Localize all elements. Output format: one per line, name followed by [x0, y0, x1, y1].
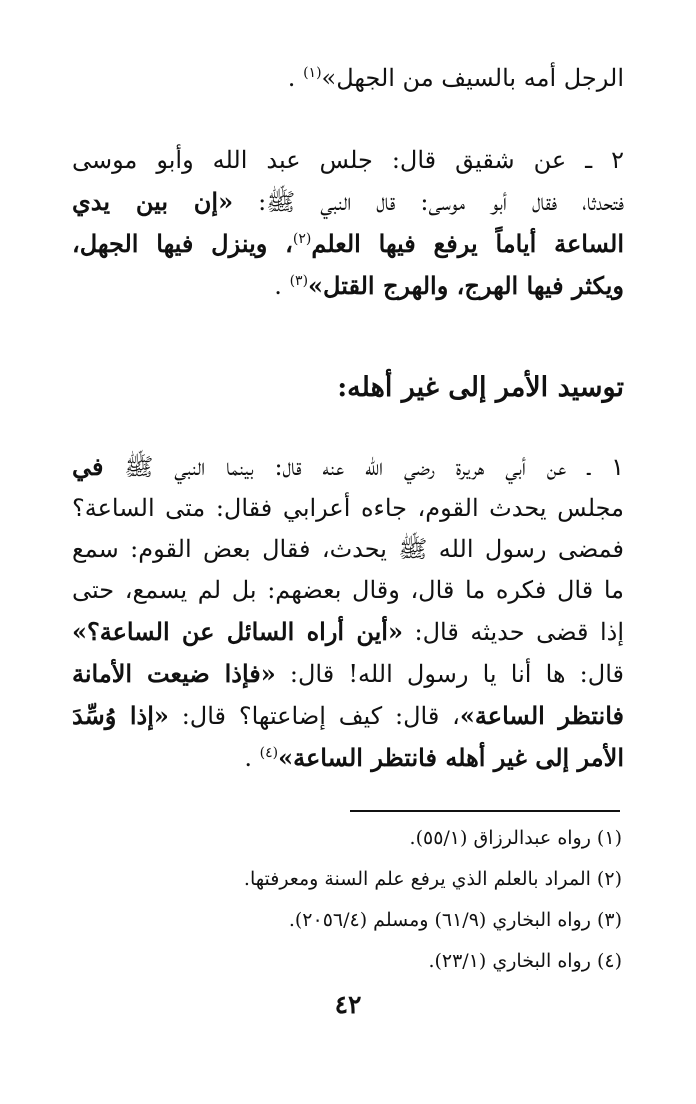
text-line: الأمر إلى غير أهله فانتظر الساعة»$^{(٤)}$ .: [244, 743, 624, 772]
text-line: قال: ها أنا يا رسول الله! قال: «فإذا ضيعت الأمانة: [72, 659, 624, 688]
text-line: ٢ ـ عن شقيق قال: جلس عبد الله وأبو موسى: [72, 146, 624, 174]
footnotes: [244, 818, 622, 982]
footnote-ref: (٣): [289, 273, 309, 289]
text-line: فانتظر الساعة»، قال: كيف إضاعتها؟ قال: «إذا وُسِّدَ: [72, 701, 624, 730]
footnote: (٤) رواه البخاري (٢٣/١).: [428, 950, 622, 972]
hadith-paragraph-1: [72, 446, 624, 779]
footnote: (٣) رواه البخاري (٦١/٩) ومسلم (٢٠٥٦/٤).: [288, 909, 622, 931]
footnote-divider: [350, 810, 620, 812]
text-line: ١ ـ عن أبي هريرة رضي الله عنه قال: بينما النبي ﷺ في: [72, 452, 624, 481]
hadith-paragraph-2: [72, 140, 624, 307]
paragraph-continuation: [72, 58, 624, 99]
text-line: إذا قضى حديثه قال: «أين أراه السائل عن الساعة؟»: [72, 617, 624, 646]
text-line: ما قال فكره ما قال، وقال بعضهم: بل لم يسمع، حتى: [72, 576, 624, 604]
page-number: ٤٢: [334, 990, 362, 1019]
footnote: (١) رواه عبدالرزاق (٥٥/١).: [409, 827, 622, 849]
footnote-ref: (٢): [292, 231, 312, 247]
text-line: فمضى رسول الله ﷺ يحدث، فقال بعض القوم: سمع: [72, 535, 624, 563]
section-heading: توسيد الأمر إلى غير أهله:: [337, 372, 624, 403]
text-line: مجلس يحدث القوم، جاءه أعرابي فقال: متى الساعة؟: [72, 494, 624, 522]
text-line: الساعة أياماً يرفع فيها العلم$^{(٢)}$، وينزل فيها الجهل،: [72, 229, 624, 258]
footnote-ref: (١): [303, 65, 322, 81]
text-line: الرجل أمه بالسيف من الجهل»$^{(١)}$ .: [287, 64, 624, 92]
text-line: فتحدثا، فقال أبو موسى: قال النبي ﷺ: «إن بين يدي: [72, 187, 624, 216]
text-line: ويكثر فيها الهرج، والهرج القتل»$^{(٣)}$ .: [274, 271, 624, 300]
footnote: (٢) المراد بالعلم الذي يرفع علم السنة ومعرفتها.: [243, 868, 622, 890]
footnote-ref: (٤): [259, 745, 279, 761]
